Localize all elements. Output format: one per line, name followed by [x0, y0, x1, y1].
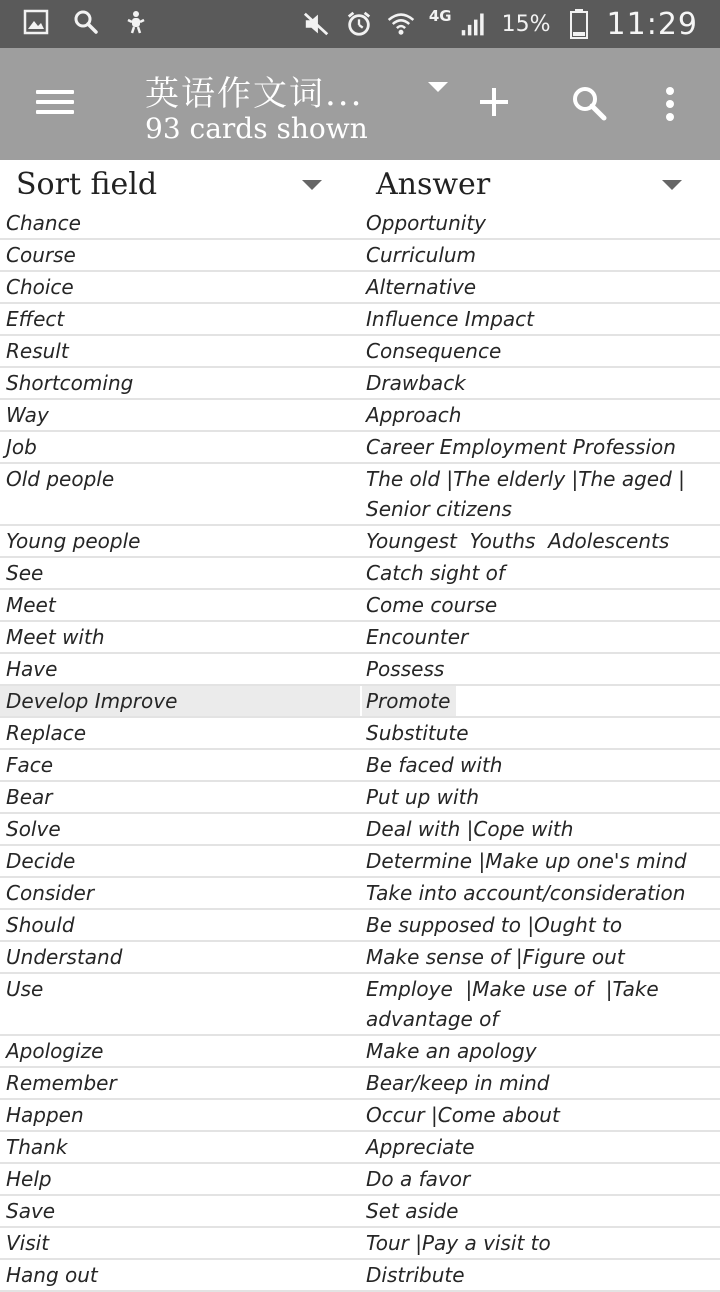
sort-field-cell: Meet with [6, 625, 105, 649]
sort-field-cell: Shortcoming [6, 371, 134, 395]
card-row[interactable] [0, 1068, 720, 1100]
card-row[interactable] [0, 622, 720, 654]
sort-field-cell: Choice [6, 275, 74, 299]
answer-cell: Curriculum [366, 243, 477, 267]
sort-field-cell: Use [6, 977, 44, 1001]
card-row[interactable] [0, 750, 720, 782]
alarm-icon [345, 10, 373, 38]
answer-column-selector[interactable] [376, 160, 696, 208]
answer-cell: Be faced with [366, 753, 503, 777]
answer-cell: Substitute [366, 721, 469, 745]
answer-cell: Make an apology [366, 1039, 537, 1063]
answer-cell: Distribute [366, 1263, 465, 1287]
answer-cell: Be supposed to |Ought to [366, 913, 623, 937]
wifi-icon [387, 10, 415, 38]
status-bar-notifications [22, 8, 150, 36]
card-row[interactable] [0, 464, 720, 526]
card-row-highlighted[interactable] [0, 686, 720, 718]
answer-cell: Determine |Make up one's mind [366, 849, 687, 873]
answer-cell: Do a favor [366, 1167, 471, 1191]
card-row[interactable] [0, 1260, 720, 1292]
answer-cell: Encounter [366, 625, 469, 649]
sort-field-cell: Happen [6, 1103, 84, 1127]
answer-cell: Employe |Make use of |Take advantage of [366, 977, 659, 1031]
sort-field-cell: Thank [6, 1135, 68, 1159]
chevron-down-icon [426, 78, 450, 98]
column-header-bar [0, 160, 720, 208]
deck-title[interactable]: 英语作文词... [145, 74, 364, 114]
sort-field-cell: Bear [6, 785, 53, 809]
mute-icon [303, 10, 331, 38]
chevron-down-icon [302, 180, 322, 190]
answer-cell: Alternative [366, 275, 477, 299]
menu-icon [36, 90, 74, 94]
card-row[interactable] [0, 1132, 720, 1164]
sort-field-cell: Save [6, 1199, 56, 1223]
card-row[interactable] [0, 240, 720, 272]
network-type: 4G [428, 7, 452, 25]
card-row[interactable] [0, 718, 720, 750]
plus-icon [478, 86, 510, 118]
card-row[interactable] [0, 400, 720, 432]
sort-field-label: Sort field [16, 166, 158, 202]
signal-icon [460, 10, 488, 38]
more-options-button[interactable] [664, 86, 676, 126]
card-row[interactable] [0, 336, 720, 368]
battery-percent: 15% [501, 11, 551, 37]
cards-shown-count: 93 cards shown [145, 112, 368, 145]
menu-button[interactable] [30, 84, 80, 124]
answer-cell: Opportunity [366, 211, 487, 235]
answer-cell: Approach [366, 403, 462, 427]
sort-field-cell: Decide [6, 849, 76, 873]
sort-field-cell: See [6, 561, 44, 585]
sort-field-cell: Chance [6, 211, 81, 235]
sort-field-cell: Develop Improve [0, 686, 360, 716]
card-row[interactable] [0, 814, 720, 846]
add-card-button[interactable] [478, 86, 510, 122]
sort-field-cell: Effect [6, 307, 65, 331]
card-row[interactable] [0, 942, 720, 974]
menu-icon-bar [36, 110, 74, 114]
card-row[interactable] [0, 1228, 720, 1260]
card-row[interactable] [0, 1196, 720, 1228]
card-row[interactable] [0, 846, 720, 878]
answer-cell: Youngest Youths Adolescents [366, 529, 670, 553]
answer-cell: Set aside [366, 1199, 459, 1223]
answer-label: Answer [376, 166, 491, 202]
card-row[interactable] [0, 526, 720, 558]
sort-field-cell: Way [6, 403, 49, 427]
card-row[interactable] [0, 878, 720, 910]
status-bar-system [303, 0, 698, 48]
card-row[interactable] [0, 590, 720, 622]
card-row[interactable] [0, 432, 720, 464]
answer-cell: Make sense of |Figure out [366, 945, 625, 969]
card-row[interactable] [0, 272, 720, 304]
status-bar [0, 0, 720, 48]
card-row[interactable] [0, 1164, 720, 1196]
app-toolbar [0, 48, 720, 160]
answer-cell: Deal with |Cope with [366, 817, 574, 841]
sort-field-cell: Understand [6, 945, 123, 969]
card-row[interactable] [0, 304, 720, 336]
sort-field-cell: Hang out [6, 1263, 98, 1287]
sort-field-cell: Visit [6, 1231, 50, 1255]
answer-cell: Take into account/consideration [366, 881, 686, 905]
sort-field-cell: Young people [6, 529, 141, 553]
sort-field-cell: Help [6, 1167, 52, 1191]
card-row[interactable] [0, 558, 720, 590]
more-vert-icon [664, 86, 676, 122]
answer-cell: Tour |Pay a visit to [366, 1231, 551, 1255]
search-icon [570, 84, 608, 122]
gallery-icon [22, 8, 50, 36]
sort-field-cell: Remember [6, 1071, 117, 1095]
answer-cell: Influence Impact [366, 307, 534, 331]
sort-field-cell: Face [6, 753, 54, 777]
card-list [0, 208, 720, 1292]
sort-field-cell: Meet [6, 593, 56, 617]
answer-cell: Bear/keep in mind [366, 1071, 550, 1095]
sort-field-cell: Job [6, 435, 37, 459]
search-icon [72, 8, 100, 36]
usb-debug-icon [122, 8, 150, 36]
menu-icon-bar [36, 100, 74, 104]
sort-field-cell: Old people [6, 467, 115, 491]
card-row[interactable] [0, 208, 720, 240]
sort-field-cell: Result [6, 339, 69, 363]
sort-field-cell: Have [6, 657, 58, 681]
sort-field-column-selector[interactable] [16, 160, 336, 208]
sort-field-cell: Replace [6, 721, 87, 745]
card-row[interactable] [0, 368, 720, 400]
sort-field-cell: Should [6, 913, 75, 937]
card-row[interactable] [0, 654, 720, 686]
card-row[interactable] [0, 910, 720, 942]
chevron-down-icon [662, 180, 682, 190]
answer-cell: Drawback [366, 371, 466, 395]
answer-cell: The old |The elderly |The aged | Senior citizens [366, 467, 685, 521]
answer-cell: Possess [366, 657, 445, 681]
answer-cell: Come course [366, 593, 498, 617]
sort-field-cell: Solve [6, 817, 61, 841]
sort-field-cell: Consider [6, 881, 95, 905]
card-row[interactable] [0, 782, 720, 814]
answer-cell: Consequence [366, 339, 502, 363]
card-row[interactable] [0, 1036, 720, 1068]
deck-dropdown-button[interactable] [426, 78, 450, 98]
answer-cell: Put up with [366, 785, 480, 809]
answer-cell: Occur |Come about [366, 1103, 560, 1127]
answer-cell: Career Employment Profession [366, 435, 676, 459]
clock: 11:29 [606, 6, 698, 42]
card-row[interactable] [0, 974, 720, 1036]
sort-field-cell: Course [6, 243, 76, 267]
search-button[interactable] [570, 84, 608, 126]
sort-field-cell: Apologize [6, 1039, 104, 1063]
battery-icon [565, 10, 593, 38]
answer-cell: Catch sight of [366, 561, 505, 585]
answer-cell: Promote [362, 686, 456, 716]
answer-cell: Appreciate [366, 1135, 475, 1159]
card-row[interactable] [0, 1100, 720, 1132]
